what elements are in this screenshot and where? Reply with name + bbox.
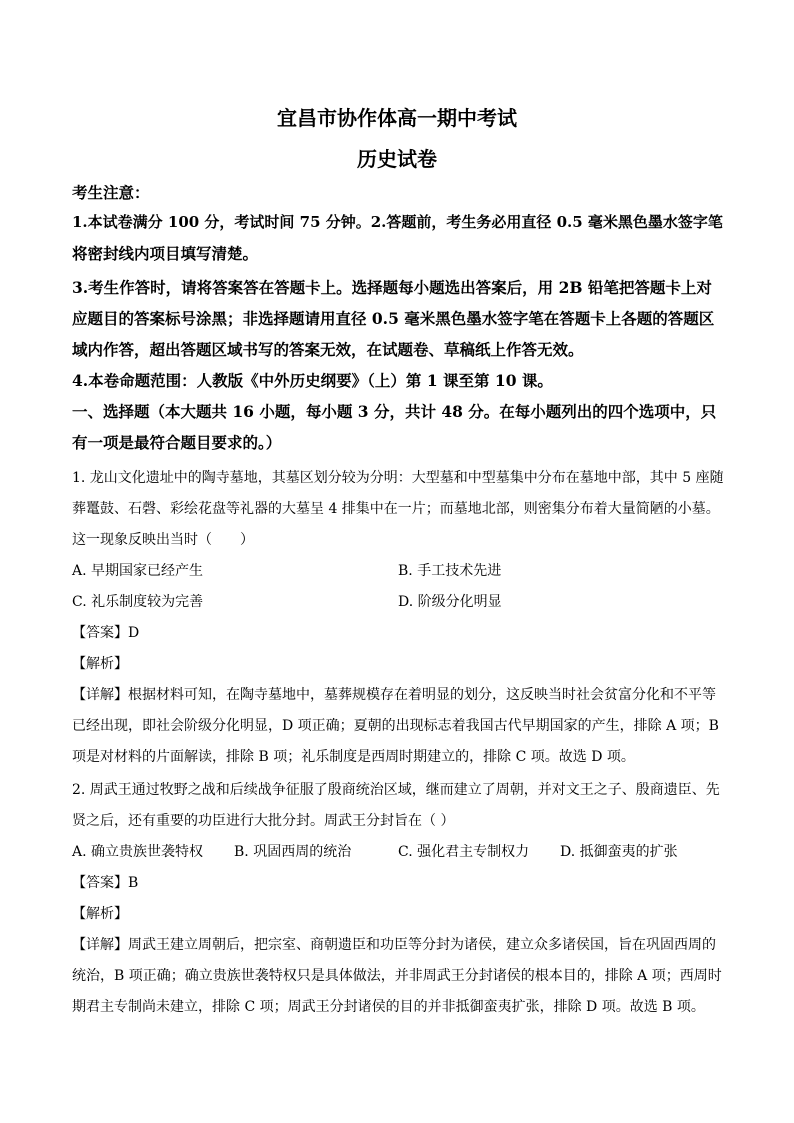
question-1-option-d: D. 阶级分化明显	[398, 594, 502, 610]
notice-line: 域内作答，超出答题区域书写的答案无效，在试题卷、草稿纸上作答无效。	[72, 340, 584, 359]
question-1-analysis: 【解析】	[72, 656, 128, 672]
question-2-option-a: A. 确立贵族世袭特权	[72, 844, 204, 860]
question-2-detail: 期君主专制尚未建立，排除 C 项；周武王分封诸侯的目的并非抵御蛮夷扩张，排除 D 项。故选 B 项。	[72, 999, 705, 1015]
question-2-detail: 【详解】周武王建立周朝后，把宗室、商朝遗臣和功臣等分封为诸侯，建立众多诸侯国，旨在巩固西周的	[72, 937, 716, 953]
question-2-detail: 统治，B 项正确；确立贵族世袭特权只是具体做法，并非周武王分封诸侯的根本目的，排除 A 项；西周时	[72, 968, 722, 984]
question-1-detail: 已经出现，即社会阶级分化明显，D 项正确；夏朝的出现标志着我国古代早期国家的产生，排除 A 项；B	[72, 718, 719, 734]
notice-line: 应题目的答案标号涂黑；非选择题请用直径 0.5 毫米黑色墨水签字笔在答题卡上各题的答题区	[72, 309, 715, 328]
question-1-text: 1. 龙山文化遗址中的陶寺墓地，其墓区划分较为分明：大型墓和中型墓集中分布在墓地中部，其中 5 座随	[72, 470, 724, 486]
section-heading: 一、选择题（本大题共 16 小题，每小题 3 分，共计 48 分。在每小题列出的四个选项中，只	[72, 402, 717, 421]
question-2-text: 贤之后，还有重要的功臣进行大批分封。周武王分封旨在（ ）	[72, 813, 455, 829]
question-1-option-a: A. 早期国家已经产生	[72, 563, 204, 579]
question-2-option-c: C. 强化君主专制权力	[398, 844, 530, 860]
question-1-option-c: C. 礼乐制度较为完善	[72, 594, 204, 610]
question-2-option-b: B. 巩固西周的统治	[234, 844, 352, 860]
question-2-answer: 【答案】B	[72, 875, 139, 891]
question-1-text: 葬鼍鼓、石磬、彩绘花盘等礼器的大墓呈 4 排集中在一片；而墓地北部，则密集分布着大量简陋的小墓。	[72, 501, 720, 517]
question-1-option-b: B. 手工技术先进	[398, 563, 502, 579]
question-1-detail: 【详解】根据材料可知，在陶寺墓地中，墓葬规模存在着明显的划分，这反映当时社会贫富分化和不平等	[72, 687, 716, 703]
question-1-detail: 项是对材料的片面解读，排除 B 项；礼乐制度是西周时期建立的，排除 C 项。故选 D 项。	[72, 749, 635, 765]
exam-subtitle: 历史试卷	[357, 147, 437, 171]
notice-line: 3.考生作答时，请将答案答在答题卡上。选择题每小题选出答案后，用 2B 铅笔把答题卡上对	[72, 278, 712, 297]
notice-line: 将密封线内项目填写清楚。	[72, 244, 259, 263]
notice-line: 1.本试卷满分 100 分，考试时间 75 分钟。2.答题前，考生务必用直径 0.5 毫米黑色墨水签字笔	[72, 213, 723, 231]
exam-title: 宜昌市协作体高一期中考试	[277, 106, 517, 130]
notice-heading: 考生注意：	[72, 183, 150, 202]
question-2-text: 2. 周武王通过牧野之战和后续战争征服了殷商统治区域，继而建立了周朝，并对文王之子、殷商遗臣、先	[72, 782, 720, 798]
question-1-answer: 【答案】D	[72, 625, 140, 641]
section-heading: 有一项是最符合题目要求的。）	[72, 433, 282, 452]
question-2-analysis: 【解析】	[72, 906, 128, 922]
notice-line: 4.本卷命题范围：人教版《中外历史纲要》（上）第 1 课至第 10 课。	[72, 371, 553, 390]
question-1-text: 这一现象反映出当时（ ）	[72, 532, 254, 548]
question-2-option-d: D. 抵御蛮夷的扩张	[560, 844, 678, 860]
